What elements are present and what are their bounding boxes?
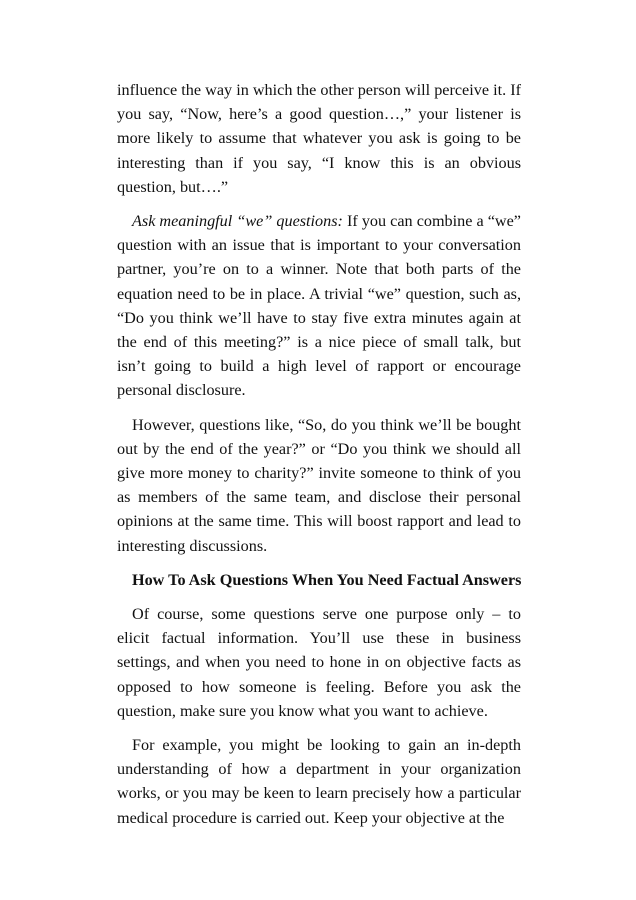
paragraph-continuation [117,78,521,199]
paragraph-text: However, questions like, “So, do you think we’ll be bought out by the end of the year?” or “Do you think we should all give more money to charity?” invite someone to think of you as members of the same team, and disclose their personal opinions at the same time. This will boost rapport and lead to interesting discussions. [117,415,521,555]
paragraph-factual-info [117,602,521,723]
paragraph-text: If you can combine a “we” question with an issue that is important to your conversation partner, you’re on to a winner. Note that both parts of the equation need to be in place. A trivial “we” question, such as, “Do you think we’ll have to stay five extra minutes again at the end of this meeting?” is a nice piece of small talk, but isn’t going to build a high level of rapport or encourage personal disclosure. [117,212,521,400]
paragraph-text: Of course, some questions serve one purpose only – to elicit factual information. You’ll use these in business settings, and when you need to hone in on objective facts as opposed to how someone is feeling. Before you ask the question, make sure you know what you want to achieve. [117,605,521,720]
section-heading: How To Ask Questions When You Need Factual Answers [132,570,522,589]
document-page [117,78,521,840]
paragraph-text: influence the way in which the other person will perceive it. If you say, “Now, here’s a good question…,” your listener is more likely to assume that whatever you ask is going to be interesting than if you say, “I know this is an obvious question, but….” [117,81,521,196]
paragraph-meaningful-we-questions [117,209,521,403]
paragraph-however [117,413,521,558]
paragraph-lead-in: Ask meaningful “we” questions: [132,212,343,231]
paragraph-text: For example, you might be looking to gain an in-depth understanding of how a department in your organization works, or you may be keen to learn precisely how a particular medical procedure is carried out. Keep your objective at the [117,736,521,827]
paragraph-for-example [117,733,521,830]
